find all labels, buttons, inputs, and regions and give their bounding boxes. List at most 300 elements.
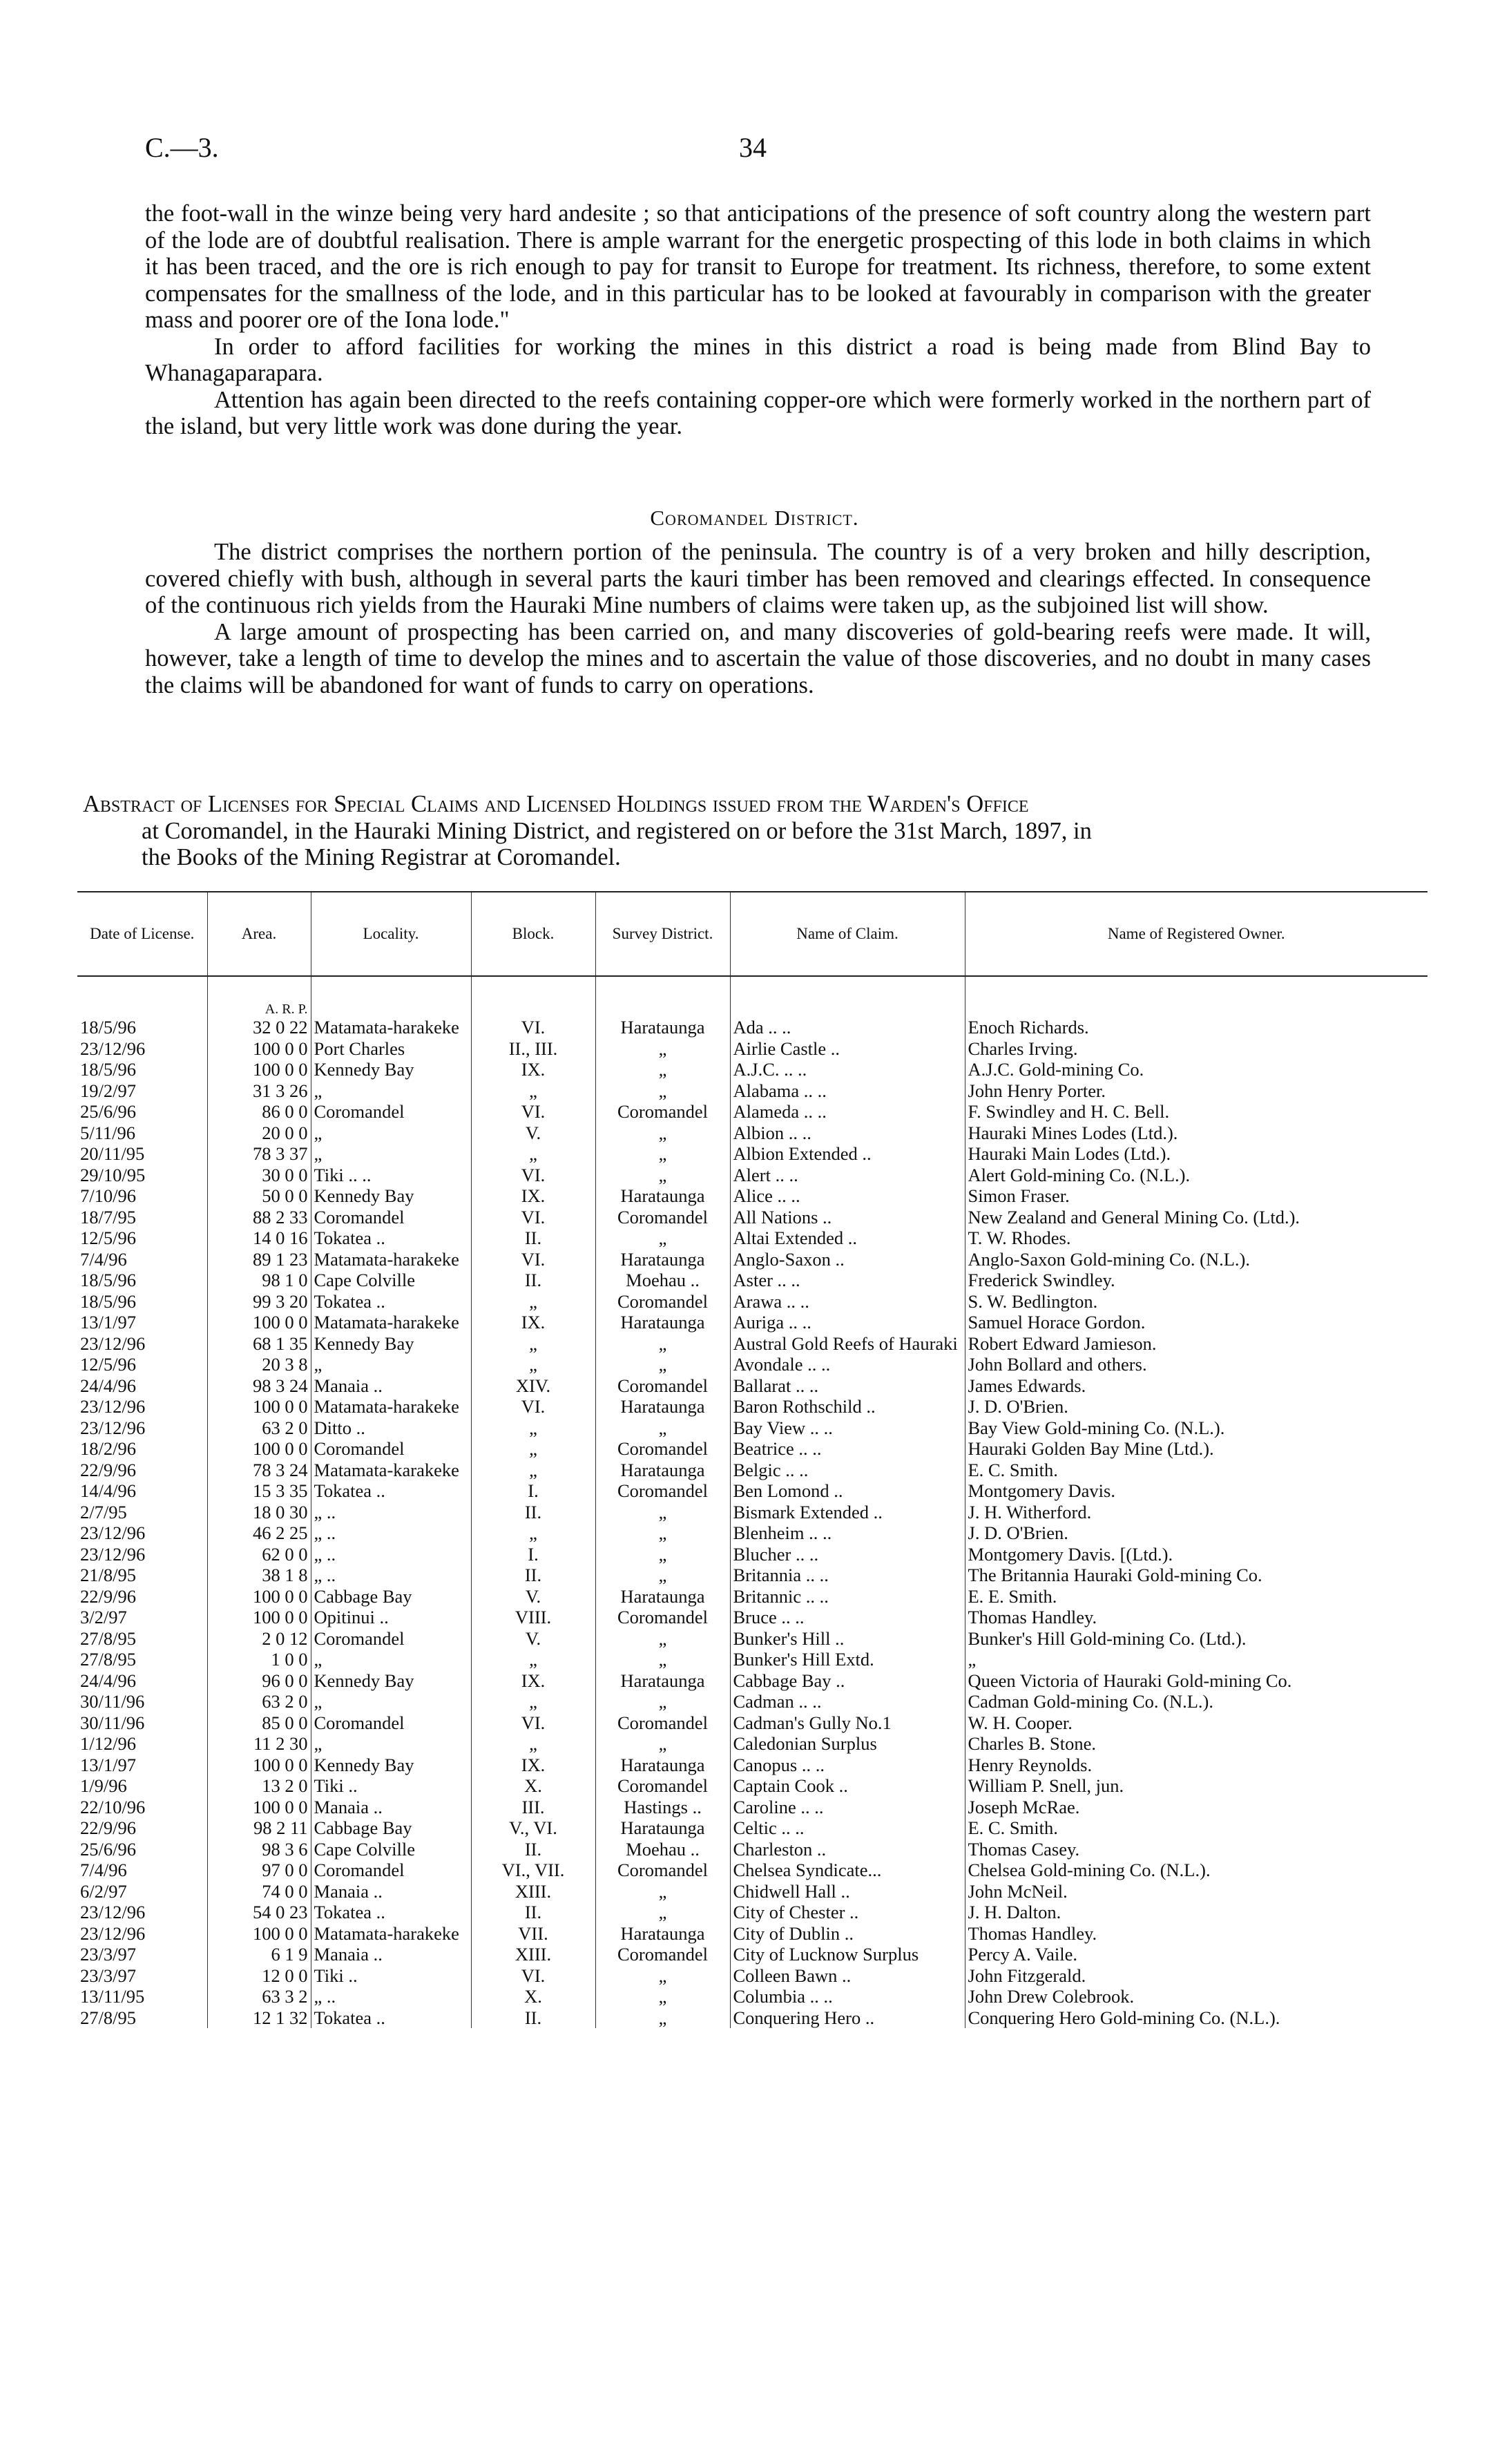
claim-name-cell: Captain Cook .. <box>730 1775 965 1797</box>
survey-district-cell: „ <box>595 1691 730 1712</box>
survey-district-cell: „ <box>595 1059 730 1080</box>
claim-name-cell: Chelsea Syndicate... <box>730 1860 965 1881</box>
survey-district-cell: Moehau .. <box>595 1839 730 1860</box>
abstract-line: Abstract of Licenses for Special Claims and Licensed Holdings issued from the Warden's Office <box>83 791 1029 817</box>
locality-cell: „ <box>311 1691 471 1712</box>
table-row <box>77 1228 1428 1249</box>
table-header-row <box>77 892 1428 976</box>
owner-cell: J. H. Witherford. <box>968 1501 1092 1522</box>
area-cell: 97 0 0 <box>207 1860 311 1881</box>
table-row <box>77 1417 1428 1439</box>
area-cell: 98 3 6 <box>207 1839 311 1860</box>
locality-cell: „ .. <box>311 1544 471 1565</box>
locality-cell: Coromandel <box>311 1712 471 1734</box>
block-cell: „ <box>471 1649 595 1670</box>
date-cell: 22/10/96 <box>77 1797 207 1818</box>
owner-cell: A.J.C. Gold-mining Co. <box>968 1059 1144 1080</box>
area-cell: 46 2 25 <box>207 1522 311 1544</box>
area-cell: 68 1 35 <box>207 1333 311 1355</box>
locality-cell: „ .. <box>311 1986 471 2007</box>
locality-cell: Matamata-harakeke <box>311 1923 471 1945</box>
locality-cell: Coromandel <box>311 1860 471 1881</box>
owner-cell: Robert Edward Jamieson. <box>968 1333 1157 1354</box>
owner-cell: John Fitzgerald. <box>968 1965 1086 1986</box>
owner-cell: Enoch Richards. <box>968 1017 1089 1038</box>
table-row <box>77 1860 1428 1881</box>
locality-cell: Kennedy Bay <box>311 1059 471 1080</box>
owner-cell: John Henry Porter. <box>968 1080 1106 1101</box>
survey-district-cell: „ <box>595 1733 730 1755</box>
owner-cell: John McNeil. <box>968 1880 1068 1902</box>
date-cell: 23/12/96 <box>77 1544 207 1565</box>
block-cell: II. <box>471 1902 595 1923</box>
claim-name-cell: Cabbage Bay .. <box>730 1670 965 1692</box>
date-cell: 1/12/96 <box>77 1733 207 1755</box>
area-cell: 100 0 0 <box>207 1059 311 1080</box>
locality-cell: Cape Colville <box>311 1839 471 1860</box>
locality-cell: „ <box>311 1354 471 1375</box>
locality-cell: „ .. <box>311 1522 471 1544</box>
block-cell: VI. <box>471 1396 595 1417</box>
survey-district-cell: Harataunga <box>595 1017 730 1038</box>
date-cell: 6/2/97 <box>77 1881 207 1902</box>
intro-text <box>145 200 1371 440</box>
survey-district-cell: Coromandel <box>595 1375 730 1397</box>
survey-district-cell: „ <box>595 1143 730 1165</box>
page-number: 34 <box>739 132 767 163</box>
table-row <box>77 1670 1428 1692</box>
date-cell: 25/6/96 <box>77 1839 207 1860</box>
table-row <box>77 1839 1428 1860</box>
date-cell: 5/11/96 <box>77 1123 207 1144</box>
header-survey-district: Survey District. <box>595 892 730 976</box>
table-row <box>77 1101 1428 1123</box>
locality-cell: Manaia .. <box>311 1944 471 1965</box>
locality-cell: Tokatea .. <box>311 1480 471 1502</box>
header-locality: Locality. <box>311 892 471 976</box>
owner-cell: Hauraki Main Lodes (Ltd.). <box>968 1143 1171 1164</box>
area-cell: 74 0 0 <box>207 1881 311 1902</box>
area-units-row <box>77 1002 1428 1017</box>
table-row <box>77 1755 1428 1776</box>
survey-district-cell: Harataunga <box>595 1923 730 1945</box>
owner-cell: Conquering Hero Gold-mining Co. (N.L.). <box>968 2007 1280 2028</box>
locality-cell: „ .. <box>311 1565 471 1586</box>
block-cell: VI. <box>471 1965 595 1987</box>
locality-cell: Kennedy Bay <box>311 1670 471 1692</box>
block-cell: IX. <box>471 1755 595 1776</box>
table-row <box>77 1965 1428 1987</box>
block-cell: VI. <box>471 1712 595 1734</box>
table-row <box>77 1691 1428 1712</box>
area-units: A. R. P. <box>207 1002 311 1017</box>
claim-name-cell: Alameda .. .. <box>730 1101 965 1123</box>
area-cell: 100 0 0 <box>207 1586 311 1607</box>
block-cell: „ <box>471 1691 595 1712</box>
owner-cell: T. W. Rhodes. <box>968 1228 1071 1248</box>
locality-cell: Cabbage Bay <box>311 1586 471 1607</box>
owner-cell: Queen Victoria of Hauraki Gold-mining Co. <box>968 1670 1292 1691</box>
survey-district-cell: „ <box>595 1502 730 1523</box>
locality-cell: Cabbage Bay <box>311 1817 471 1839</box>
claim-name-cell: Canopus .. .. <box>730 1755 965 1776</box>
survey-district-cell: Coromandel <box>595 1291 730 1312</box>
area-cell: 89 1 23 <box>207 1249 311 1270</box>
table-row <box>77 1333 1428 1355</box>
locality-cell: Tiki .. <box>311 1965 471 1987</box>
block-cell: „ <box>471 1354 595 1375</box>
block-cell: VI. <box>471 1165 595 1186</box>
owner-cell: Thomas Handley. <box>968 1607 1097 1627</box>
survey-district-cell: „ <box>595 1965 730 1987</box>
owner-cell: The Britannia Hauraki Gold-mining Co. <box>968 1565 1262 1585</box>
area-cell: 13 2 0 <box>207 1775 311 1797</box>
survey-district-cell: Coromandel <box>595 1860 730 1881</box>
area-cell: 98 2 11 <box>207 1817 311 1839</box>
date-cell: 7/10/96 <box>77 1185 207 1207</box>
claim-name-cell: Bruce .. .. <box>730 1607 965 1628</box>
table-row <box>77 1480 1428 1502</box>
date-cell: 12/5/96 <box>77 1228 207 1249</box>
claim-name-cell: Belgic .. .. <box>730 1460 965 1481</box>
owner-cell: Charles Irving. <box>968 1038 1078 1059</box>
date-cell: 14/4/96 <box>77 1480 207 1502</box>
block-cell: VI. <box>471 1249 595 1270</box>
area-cell: 30 0 0 <box>207 1165 311 1186</box>
block-cell: III. <box>471 1797 595 1818</box>
survey-district-cell: „ <box>595 1417 730 1439</box>
owner-cell: W. H. Cooper. <box>968 1712 1073 1733</box>
area-cell: 20 0 0 <box>207 1123 311 1144</box>
survey-district-cell: „ <box>595 2007 730 2029</box>
survey-district-cell: Coromandel <box>595 1944 730 1965</box>
owner-cell: Percy A. Vaile. <box>968 1944 1077 1965</box>
header-area: Area. <box>207 892 311 976</box>
owner-cell: Montgomery Davis. [(Ltd.). <box>968 1543 1173 1565</box>
block-cell: II. <box>471 2007 595 2029</box>
area-cell: 63 3 2 <box>207 1986 311 2007</box>
block-cell: II. <box>471 1228 595 1249</box>
table-row <box>77 1797 1428 1818</box>
table-row <box>77 1607 1428 1628</box>
area-cell: 54 0 23 <box>207 1902 311 1923</box>
area-cell: 31 3 26 <box>207 1080 311 1102</box>
block-cell: „ <box>471 1733 595 1755</box>
block-cell: IX. <box>471 1312 595 1333</box>
date-cell: 23/12/96 <box>77 1333 207 1355</box>
claim-name-cell: Baron Rothschild .. <box>730 1396 965 1417</box>
claim-name-cell: Alice .. .. <box>730 1185 965 1207</box>
area-cell: 2 0 12 <box>207 1628 311 1650</box>
area-cell: 100 0 0 <box>207 1438 311 1460</box>
area-cell: 6 1 9 <box>207 1944 311 1965</box>
area-cell: 78 3 24 <box>207 1460 311 1481</box>
table-row <box>77 1270 1428 1291</box>
claim-name-cell: City of Dublin .. <box>730 1923 965 1945</box>
owner-cell: E. E. Smith. <box>968 1585 1057 1607</box>
locality-cell: Tokatea .. <box>311 1291 471 1312</box>
date-cell: 23/12/96 <box>77 1417 207 1439</box>
area-cell: 100 0 0 <box>207 1755 311 1776</box>
owner-cell: Hauraki Mines Lodes (Ltd.). <box>968 1122 1178 1143</box>
date-cell: 27/8/95 <box>77 1628 207 1650</box>
area-cell: 14 0 16 <box>207 1228 311 1249</box>
date-cell: 22/9/96 <box>77 1586 207 1607</box>
date-cell: 23/3/97 <box>77 1944 207 1965</box>
date-cell: 18/5/96 <box>77 1291 207 1312</box>
block-cell: I. <box>471 1480 595 1502</box>
locality-cell: Kennedy Bay <box>311 1755 471 1776</box>
area-cell: 88 2 33 <box>207 1207 311 1228</box>
owner-cell: E. C. Smith. <box>968 1817 1058 1838</box>
block-cell: „ <box>471 1460 595 1481</box>
table-row <box>77 1522 1428 1544</box>
abstract-caption <box>83 791 1433 871</box>
date-cell: 24/4/96 <box>77 1375 207 1397</box>
survey-district-cell: Harataunga <box>595 1670 730 1692</box>
survey-district-cell: Coromandel <box>595 1712 730 1734</box>
header-date: Date of License. <box>77 892 207 976</box>
survey-district-cell: „ <box>595 1165 730 1186</box>
block-cell: V. <box>471 1123 595 1144</box>
locality-cell: Matamata-harakeke <box>311 1396 471 1417</box>
locality-cell: Matamata-harakeke <box>311 1249 471 1270</box>
claim-name-cell: Bay View .. .. <box>730 1417 965 1439</box>
survey-district-cell: Harataunga <box>595 1185 730 1207</box>
claim-name-cell: Anglo-Saxon .. <box>730 1249 965 1270</box>
survey-district-cell: „ <box>595 1333 730 1355</box>
locality-cell: Matamata-harakeke <box>311 1017 471 1038</box>
date-cell: 29/10/95 <box>77 1165 207 1186</box>
date-cell: 21/8/95 <box>77 1565 207 1586</box>
claim-name-cell: Cadman .. .. <box>730 1691 965 1712</box>
paragraph: In order to afford facilities for working the mines in this district a road is being made from Blind Bay to Whanagaparapara. <box>145 333 1371 386</box>
survey-district-cell: „ <box>595 1628 730 1650</box>
table-row <box>77 1817 1428 1839</box>
section-text <box>145 539 1371 698</box>
table-row <box>77 1544 1428 1565</box>
owner-cell: F. Swindley and H. C. Bell. <box>968 1101 1170 1122</box>
date-cell: 13/1/97 <box>77 1312 207 1333</box>
claim-name-cell: Columbia .. .. <box>730 1986 965 2007</box>
date-cell: 24/4/96 <box>77 1670 207 1692</box>
table-row <box>77 1375 1428 1397</box>
block-cell: „ <box>471 1080 595 1102</box>
claim-name-cell: Bismark Extended .. <box>730 1502 965 1523</box>
table-row <box>77 2007 1428 2029</box>
owner-cell: Bunker's Hill Gold-mining Co. (Ltd.). <box>968 1627 1247 1649</box>
claim-name-cell: Chidwell Hall .. <box>730 1881 965 1902</box>
survey-district-cell: „ <box>595 1522 730 1544</box>
block-cell: „ <box>471 1143 595 1165</box>
paragraph: Attention has again been directed to the reefs containing copper-ore which were formerly worked in the northern part of the island, but very little work was done during the year. <box>145 386 1371 439</box>
table-row <box>77 1207 1428 1228</box>
table-row <box>77 1017 1428 1038</box>
area-cell: 38 1 8 <box>207 1565 311 1586</box>
date-cell: 27/8/95 <box>77 2007 207 2029</box>
table-row <box>77 1944 1428 1965</box>
table-row <box>77 1143 1428 1165</box>
claims-table <box>77 891 1428 2028</box>
block-cell: XIII. <box>471 1944 595 1965</box>
claim-name-cell: Alabama .. .. <box>730 1080 965 1102</box>
date-cell: 3/2/97 <box>77 1607 207 1628</box>
owner-cell: Samuel Horace Gordon. <box>968 1312 1146 1333</box>
area-cell: 100 0 0 <box>207 1312 311 1333</box>
owner-cell: Charles B. Stone. <box>968 1733 1096 1754</box>
date-cell: 18/5/96 <box>77 1059 207 1080</box>
owner-cell: Cadman Gold-mining Co. (N.L.). <box>968 1691 1213 1712</box>
table-row <box>77 1881 1428 1902</box>
survey-district-cell: Coromandel <box>595 1438 730 1460</box>
date-cell: 30/11/96 <box>77 1712 207 1734</box>
area-cell: 98 3 24 <box>207 1375 311 1397</box>
locality-cell: Coromandel <box>311 1628 471 1650</box>
table-row <box>77 1123 1428 1144</box>
date-cell: 25/6/96 <box>77 1101 207 1123</box>
locality-cell: Manaia .. <box>311 1797 471 1818</box>
table-row <box>77 1312 1428 1333</box>
block-cell: V. <box>471 1628 595 1650</box>
owner-cell: Anglo-Saxon Gold-mining Co. (N.L.). <box>968 1248 1251 1270</box>
owner-cell: E. C. Smith. <box>968 1459 1058 1480</box>
claim-name-cell: Britannia .. .. <box>730 1565 965 1586</box>
block-cell: „ <box>471 1417 595 1439</box>
owner-cell: J. D. O'Brien. <box>968 1522 1068 1543</box>
survey-district-cell: Coromandel <box>595 1101 730 1123</box>
claim-name-cell: Bunker's Hill Extd. <box>730 1649 965 1670</box>
table-row <box>77 1586 1428 1607</box>
section-title: Coromandel District. <box>650 506 859 530</box>
date-cell: 30/11/96 <box>77 1691 207 1712</box>
locality-cell: Matamata-karakeke <box>311 1460 471 1481</box>
date-cell: 13/1/97 <box>77 1755 207 1776</box>
locality-cell: Kennedy Bay <box>311 1185 471 1207</box>
claim-name-cell: Aster .. .. <box>730 1270 965 1291</box>
claim-name-cell: Albion .. .. <box>730 1123 965 1144</box>
survey-district-cell: Harataunga <box>595 1586 730 1607</box>
claim-name-cell: Celtic .. .. <box>730 1817 965 1839</box>
date-cell: 1/9/96 <box>77 1775 207 1797</box>
block-cell: VI. <box>471 1017 595 1038</box>
locality-cell: „ <box>311 1123 471 1144</box>
claim-name-cell: Avondale .. .. <box>730 1354 965 1375</box>
block-cell: VII. <box>471 1923 595 1945</box>
table-row <box>77 1502 1428 1523</box>
locality-cell: Tiki .. .. <box>311 1165 471 1186</box>
survey-district-cell: Harataunga <box>595 1312 730 1333</box>
claim-name-cell: Britannic .. .. <box>730 1586 965 1607</box>
table-row <box>77 1038 1428 1060</box>
block-cell: V., VI. <box>471 1817 595 1839</box>
area-cell: 15 3 35 <box>207 1480 311 1502</box>
survey-district-cell: Harataunga <box>595 1249 730 1270</box>
date-cell: 23/12/96 <box>77 1923 207 1945</box>
block-cell: „ <box>471 1522 595 1544</box>
locality-cell: Kennedy Bay <box>311 1333 471 1355</box>
block-cell: IX. <box>471 1185 595 1207</box>
table-row <box>77 1902 1428 1923</box>
paragraph: the foot-wall in the winze being very hard andesite ; so that anticipations of the presence of soft country along the western part of the lode are of doubtful realisation. There is ample warrant for the energetic prospecting of this lode in both claims in which it has been traced, and the ore is rich enough to pay for transit to Europe for treatment. Its richness, therefore, to some extent compensates for the smallness of the lode, and in this particular has to be looked at favourably in comparison with the greater mass and poorer ore of the Iona lode." <box>145 200 1371 333</box>
owner-cell: Thomas Handley. <box>968 1922 1097 1944</box>
area-cell: 12 0 0 <box>207 1965 311 1987</box>
table-row <box>77 1649 1428 1670</box>
locality-cell: Matamata-harakeke <box>311 1312 471 1333</box>
area-cell: 100 0 0 <box>207 1038 311 1060</box>
survey-district-cell: Harataunga <box>595 1755 730 1776</box>
owner-cell: John Drew Colebrook. <box>968 1986 1135 2007</box>
owner-cell: Alert Gold-mining Co. (N.L.). <box>968 1164 1191 1185</box>
owner-cell: New Zealand and General Mining Co. (Ltd.). <box>968 1206 1300 1228</box>
date-cell: 12/5/96 <box>77 1354 207 1375</box>
claim-name-cell: Ben Lomond .. <box>730 1480 965 1502</box>
date-cell: 18/2/96 <box>77 1438 207 1460</box>
owner-cell: James Edwards. <box>968 1375 1086 1396</box>
area-cell: 100 0 0 <box>207 1923 311 1945</box>
owner-cell: Chelsea Gold-mining Co. (N.L.). <box>968 1860 1211 1880</box>
table-row <box>77 1986 1428 2007</box>
block-cell: VI. <box>471 1207 595 1228</box>
locality-cell: „ .. <box>311 1502 471 1523</box>
survey-district-cell: „ <box>595 1544 730 1565</box>
table-row <box>77 1185 1428 1207</box>
survey-district-cell: Coromandel <box>595 1480 730 1502</box>
claim-name-cell: All Nations .. <box>730 1207 965 1228</box>
claim-name-cell: Ada .. .. <box>730 1017 965 1038</box>
claim-name-cell: Caroline .. .. <box>730 1797 965 1818</box>
block-cell: VIII. <box>471 1607 595 1628</box>
survey-district-cell: „ <box>595 1902 730 1923</box>
claim-name-cell: Blucher .. .. <box>730 1544 965 1565</box>
claim-name-cell: City of Lucknow Surplus <box>730 1944 965 1965</box>
claim-name-cell: City of Chester .. <box>730 1902 965 1923</box>
survey-district-cell: Harataunga <box>595 1460 730 1481</box>
block-cell: II. <box>471 1839 595 1860</box>
survey-district-cell: Coromandel <box>595 1775 730 1797</box>
owner-cell: J. H. Dalton. <box>968 1902 1061 1922</box>
table-row <box>77 1712 1428 1734</box>
date-cell: 13/11/95 <box>77 1986 207 2007</box>
area-cell: 86 0 0 <box>207 1101 311 1123</box>
area-cell: 100 0 0 <box>207 1396 311 1417</box>
owner-cell: Montgomery Davis. <box>968 1480 1115 1501</box>
survey-district-cell: „ <box>595 1565 730 1586</box>
table-row <box>77 1249 1428 1270</box>
block-cell: „ <box>471 1333 595 1355</box>
area-cell: 18 0 30 <box>207 1502 311 1523</box>
block-cell: „ <box>471 1438 595 1460</box>
date-cell: 22/9/96 <box>77 1817 207 1839</box>
block-cell: VI. <box>471 1101 595 1123</box>
block-cell: V. <box>471 1586 595 1607</box>
block-cell: X. <box>471 1986 595 2007</box>
area-cell: 32 0 22 <box>207 1017 311 1038</box>
header-claim-name: Name of Claim. <box>730 892 965 976</box>
date-cell: 23/12/96 <box>77 1902 207 1923</box>
date-cell: 22/9/96 <box>77 1460 207 1481</box>
owner-cell: Joseph McRae. <box>968 1796 1080 1817</box>
table-row <box>77 1354 1428 1375</box>
claim-name-cell: Arawa .. .. <box>730 1291 965 1312</box>
block-cell: IX. <box>471 1059 595 1080</box>
area-cell: 100 0 0 <box>207 1607 311 1628</box>
locality-cell: „ <box>311 1649 471 1670</box>
locality-cell: „ <box>311 1080 471 1102</box>
table-row <box>77 1059 1428 1080</box>
owner-cell: „ <box>968 1649 977 1670</box>
claim-name-cell: Alert .. .. <box>730 1165 965 1186</box>
block-cell: XIII. <box>471 1881 595 1902</box>
